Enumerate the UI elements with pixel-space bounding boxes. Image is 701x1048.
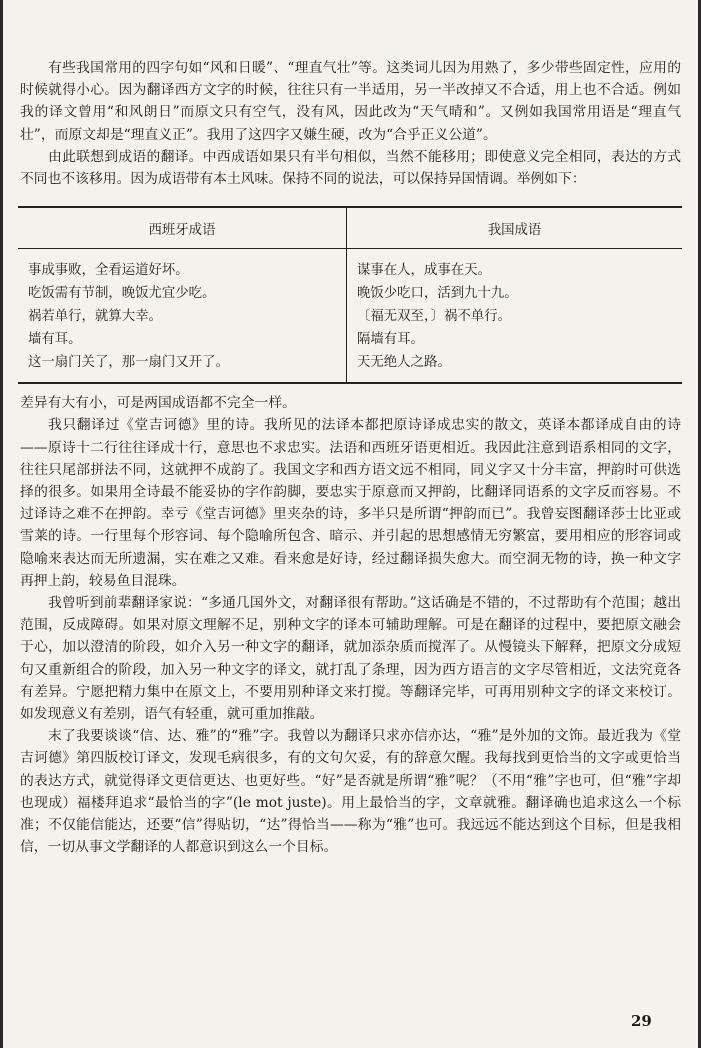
chinese-idiom: 隔墙有耳。	[357, 332, 424, 348]
chinese-idiom: 谋事在人，成事在天。	[357, 263, 491, 279]
chinese-idioms-column	[347, 249, 683, 384]
spanish-idiom: 这一扇门关了，那一扇门又开了。	[28, 355, 229, 371]
spanish-idioms-column	[18, 249, 347, 384]
spanish-idiom: 祸若单行，就算大幸。	[28, 309, 162, 325]
header-chinese-idioms: 我国成语	[347, 207, 683, 249]
spanish-idiom: 吃饭需有节制，晚饭尤宜少吃。	[28, 286, 216, 302]
chinese-idiom: 天无绝人之路。	[357, 355, 451, 371]
chinese-idiom: 晚饭少吃口，活到九十九。	[357, 286, 518, 302]
paragraph-idiom-translation: 由此联想到成语的翻译。中西成语如果只有半句相似，当然不能移用；即使意义完全相同，表达的方式不同也不该移用。因为成语带有本土风味。保持不同的说法，可以保持异国情调。举例如下：	[20, 148, 681, 188]
spanish-idiom: 事成事败，全看运道好坏。	[28, 263, 189, 279]
chinese-idiom: 〔福无双至，〕祸不单行。	[357, 309, 511, 325]
paragraph-elegance: 末了我要谈谈“信、达、雅”的“雅”字。我曾以为翻译只求亦信亦达，“雅”是外加的文饰。最近我为《堂吉诃德》第四版校订译文，发现毛病很多，有的文句欠妥，有的辞意欠醒。我每找到更恰当的文字或更恰当的表达方式，就觉得译文更信更达、也更好些。“好”是否就是所谓“雅”呢？（不用“雅”字也可，但“雅”字却也现成）福楼拜追求“最恰当的字”(le mot juste)。用上最恰当的字，文章就雅。翻译确也追求这么一个标准；不仅能信能达，还要“信”得贴切，“达”得恰当——称为“雅”也可。我远远不能达到这个目标，但是我相信，一切从事文学翻译的人都意识到这么一个目标。	[20, 728, 681, 856]
scan-border-left	[0, 0, 3, 1048]
idiom-comparison-table	[18, 206, 682, 384]
header-spanish-idioms: 西班牙成语	[18, 207, 347, 249]
paragraph-difference-note: 差异有大有小，可是两国成语都不完全一样。	[20, 395, 296, 412]
page-number: 29	[631, 1012, 652, 1030]
paragraph-multiple-languages: 我曾听到前辈翻译家说：“多通几国外文，对翻译很有帮助。”这话确是不错的，不过帮助有个范围；越出范围，反成障碍。如果对原文理解不足，别种文字的译本可辅助理解。可是在翻译的过程中，要把原文融会于心，加以澄清的阶段，如介入另一种文字的翻译，就加添杂质而搅浑了。从慢镜头下解释，把原文分成短句又重新组合的阶段，加入另一种文字的译文，就打乱了条理，因为西方语言的文字尽管相近，文法究竟各有差异。宁愿把精力集中在原文上，不要用别种译文来打搅。等翻译完毕，可再用别种文字的译文来校订。如发现意义有差别，语气有轻重，就可重加推敲。	[20, 595, 681, 723]
spanish-idiom: 墙有耳。	[28, 332, 82, 348]
page-body	[20, 57, 681, 858]
paragraph-poetry-translation: 我只翻译过《堂吉诃德》里的诗。我所见的法译本都把原诗译成忠实的散文，英译本都译成自由的诗——原诗十二行往往译成十行，意思也不求忠实。法语和西班牙语更相近。我因此注意到语系相同的文字，往往只尾部拼法不同，这就押不成韵了。我国文字和西方语文远不相同，同义字又十分丰富，押韵时可供选择的很多。如果用全诗最不能妥协的字作韵脚，要忠实于原意而又押韵，比翻译同语系的文字反而容易。不过译诗之难不在押韵。幸亏《堂吉诃德》里夹杂的诗，多半只是所谓“押韵而已”。我曾妄图翻译莎士比亚或雪莱的诗。一行里每个形容词、每个隐喻所包含、暗示、并引起的思想感情无穷繁富，要用相应的形容词或隐喻来表达而无所遗漏，实在难之又难。看来愈是好诗，经过翻译损失愈大。而空洞无物的诗，换一种文字再押上韵，较易鱼目混珠。	[20, 417, 681, 589]
paragraph-four-char-phrases: 有些我国常用的四字句如“风和日暖”、“理直气壮”等。这类词儿因为用熟了，多少带些固定性，应用的时候就得小心。因为翻译西方文字的时候，往往只有一半适用，另一半改掉又不合适，用上也不合适。例如我的译文曾用“和风朗日”而原文只有空气，没有风，因此改为“天气晴和”。又例如我国常用语是“理直气壮”，而原文却是“理直义正”。我用了这四字又嫌生硬，改为“合乎正义公道”。	[20, 60, 681, 143]
